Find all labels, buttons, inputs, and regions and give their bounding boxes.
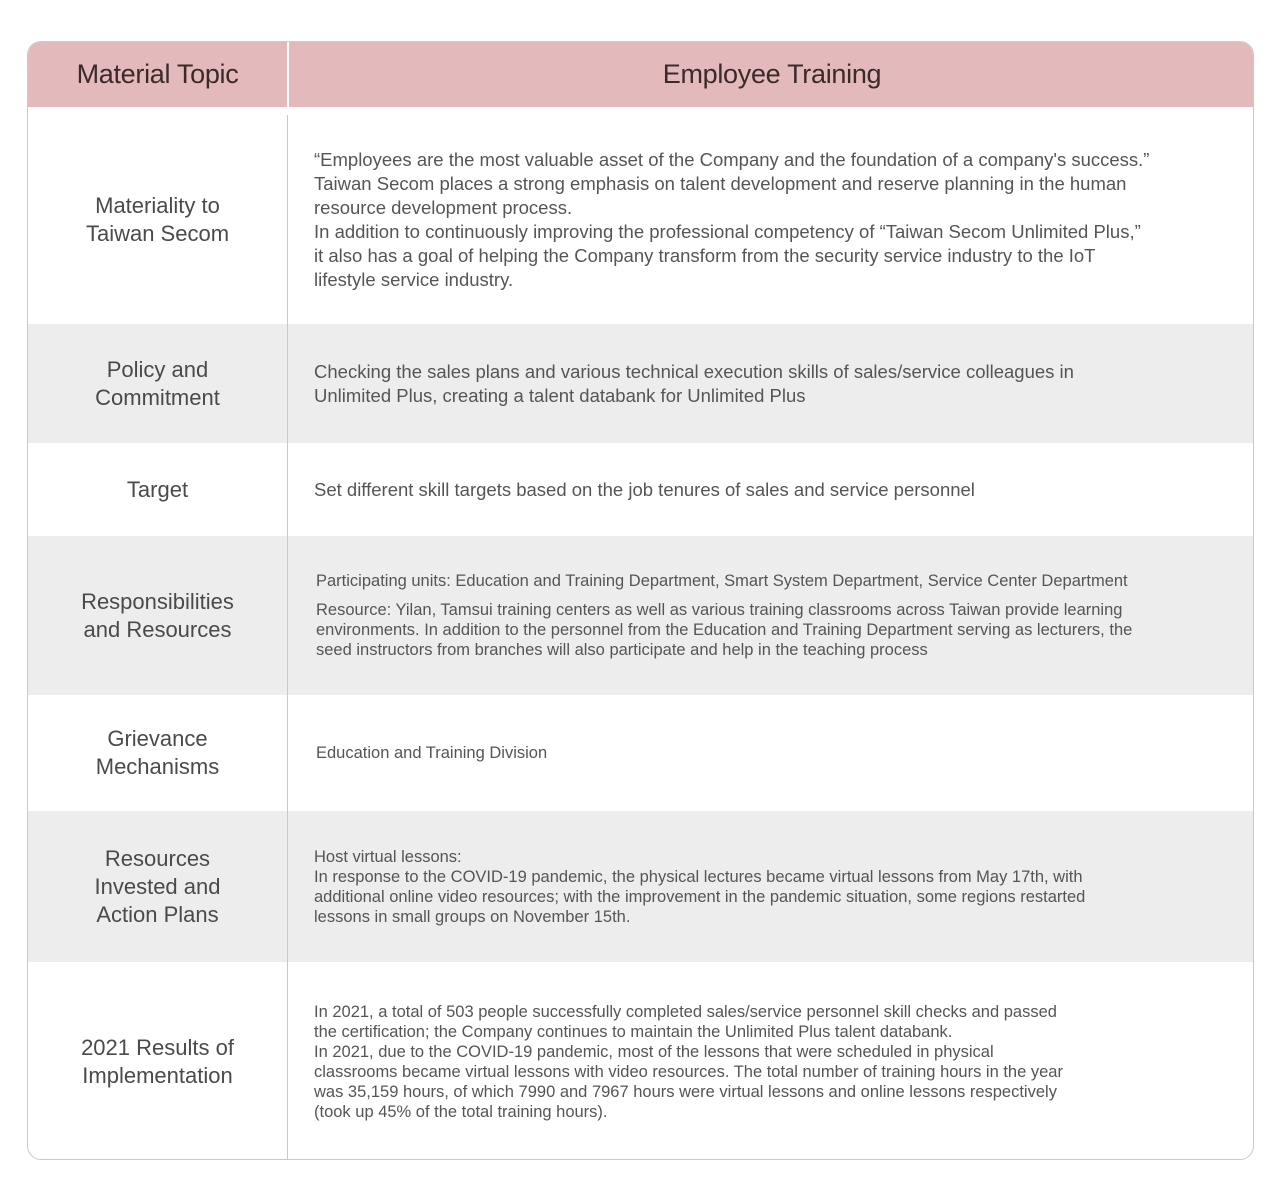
target-text: Set different skill targets based on the job tenures of sales and service personnel — [314, 478, 975, 500]
policy-text: Checking the sales plans and various technical execution skills of sales/service colleagues in Unlimited Plus, creating a talent databank for Unlimited Plus — [314, 360, 1074, 406]
row-target — [28, 443, 1253, 536]
participating-units-text: Participating units: Education and Training Department, Smart System Department, Service Center Department — [316, 572, 1128, 590]
grievance-text: Education and Training Division — [316, 744, 548, 762]
header-employee-training: Employee Training — [662, 59, 882, 89]
materiality-text: “Employees are the most valuable asset of the Company and the foundation of a company's success.” Taiwan Secom places a strong emphasis on talent development and reserve planning in the human resource development process. In addition to continuously improving the professional competency of “Taiwan Secom Unlimited Plus,” it also has a goal of helping the Company transform from the security service industry to the IoT lifestyle service industry. — [314, 148, 1150, 290]
row-label-results: 2021 Results of Implementation — [81, 1034, 234, 1088]
row-content-target — [314, 443, 1183, 536]
row-content-results — [314, 962, 1183, 1160]
row-label-materiality: Materiality to Taiwan Secom — [85, 192, 230, 246]
header-material-topic: Material Topic — [76, 59, 239, 89]
row-content-resources-invested — [314, 811, 1183, 962]
row-label-grievance: Grievance Mechanisms — [95, 726, 220, 779]
row-resources-invested — [28, 811, 1253, 962]
column-divider — [287, 115, 288, 1159]
row-label-resources-invested: Resources Invested and Action Plans — [94, 845, 221, 927]
row-content-grievance — [316, 695, 1183, 811]
resources-invested-text: Host virtual lessons: In response to the COVID-19 pandemic, the physical lectures became virtual lessons from May 17th, with additional online video resources; with the improvement in the pandemic situation, some regions restarted lessons in small groups on November 15th. — [314, 847, 1086, 926]
table-header — [28, 42, 1253, 107]
material-topic-table — [27, 41, 1254, 1160]
row-results — [28, 962, 1253, 1160]
row-label-policy: Policy and Commitment — [95, 356, 220, 410]
row-grievance — [28, 695, 1253, 811]
row-materiality — [28, 115, 1253, 324]
resource-text: Resource: Yilan, Tamsui training centers as well as various training classrooms across Taiwan provide learning environments. In addition to the personnel from the Education and Training Department serving as lecturers, the seed instructors from branches will also participate and help in the teaching process — [316, 601, 1133, 659]
row-content-materiality — [314, 115, 1183, 324]
row-policy — [28, 324, 1253, 443]
row-label-target: Target — [126, 476, 189, 502]
results-text: In 2021, a total of 503 people successfully completed sales/service personnel skill checks and passed the certification; the Company continues to maintain the Unlimited Plus talent databank. In 2021, due to the COVID-19 pandemic, most of the lessons that were scheduled in physical classrooms became virtual lessons with video resources. The total number of training hours in the year was 35,159 hours, of which 7990 and 7967 hours were virtual lessons and online lessons respectively (took up 45% of the total training hours). — [314, 1002, 1063, 1121]
row-label-responsibilities: Responsibilities and Resources — [81, 588, 234, 642]
row-content-responsibilities — [316, 536, 1183, 695]
row-responsibilities — [28, 536, 1253, 695]
row-content-policy — [314, 324, 1183, 443]
